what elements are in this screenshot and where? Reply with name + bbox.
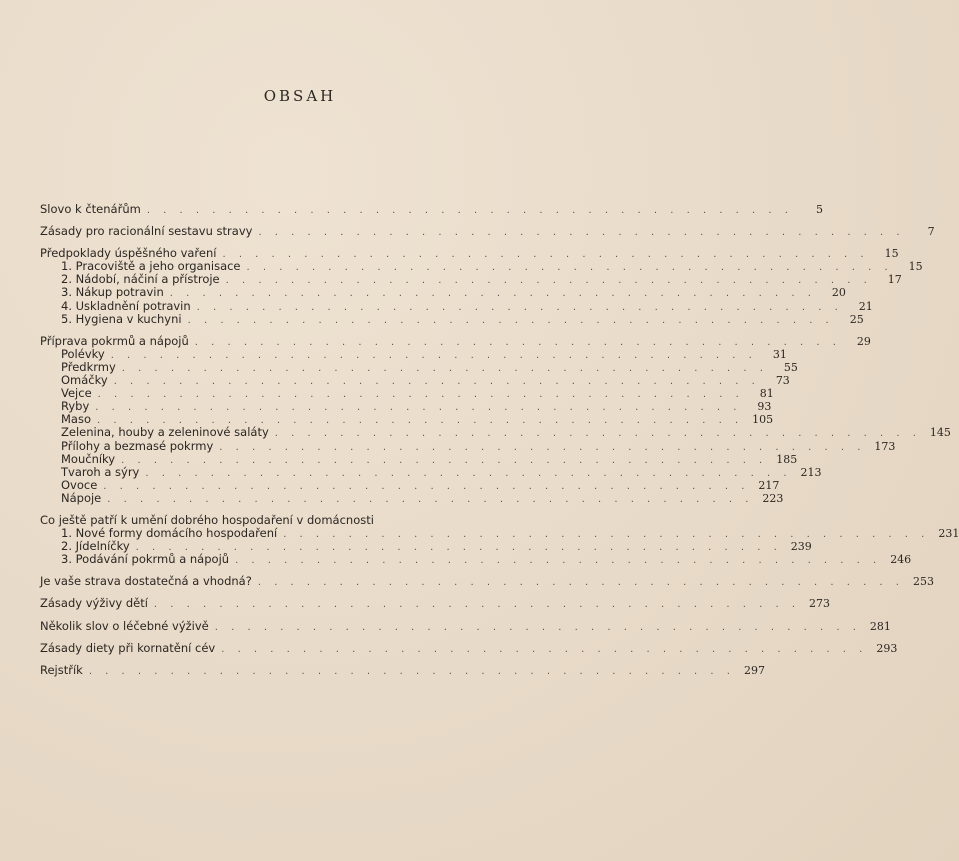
dot-leader: . . . . . . . . . . . . . . . . . . . . . . . . . . . . . . . . . . . . . . . .: [113, 376, 760, 388]
dot-leader: . . . . . . . . . . . . . . . . . . . . . . . . . . . . . . . . . . . . . . . .: [219, 441, 866, 453]
toc-entry-page: 185: [776, 452, 798, 466]
toc-entry-page: 217: [758, 478, 780, 492]
toc-entry: [40, 640, 898, 655]
toc-entry-label: Zásady výživy dětí: [40, 596, 148, 611]
toc-entry-page: 273: [809, 597, 831, 611]
dot-leader: . . . . . . . . . . . . . . . . . . . . . . . . . . . . . . . . . . . . . . . .: [95, 402, 742, 414]
toc-entry-label: Přílohy a bezmasé pokrmy: [61, 438, 214, 453]
toc-entry: [40, 464, 822, 479]
toc-entry-page: 293: [876, 641, 898, 655]
dot-leader: . . . . . . . . . . . . . . . . . . . . . . . . . . . . . . . . . . . . . . . .: [257, 577, 904, 589]
toc-entry-page: 223: [762, 491, 784, 505]
toc-entry-page: 29: [856, 334, 871, 348]
toc-entry-label: 3. Nákup potravin: [61, 285, 164, 300]
toc-entry-label: Několik slov o léčebné výživě: [40, 618, 209, 633]
toc-entry-label: Moučníky: [61, 451, 116, 466]
toc-entry-page: 93: [757, 400, 772, 414]
toc-entry-label: Maso: [61, 412, 91, 427]
toc-entry-page: 81: [759, 387, 774, 401]
toc-entry-label: Zásady pro racionální sestavu stravy: [40, 224, 253, 239]
toc-entry-label: Omáčky: [61, 373, 108, 388]
toc-entry: [40, 425, 951, 440]
toc-entry-label: Tvaroh a sýry: [61, 464, 140, 479]
toc-entry-page: 17: [887, 273, 902, 287]
dot-leader: . . . . . . . . . . . . . . . . . . . . . . . . . . . . . . . . . . . . . . . .: [153, 599, 801, 611]
toc-entry-page: 15: [884, 247, 899, 261]
toc-entry-page: 7: [927, 225, 935, 239]
toc-entry: [40, 477, 780, 492]
toc-entry: [40, 346, 787, 361]
toc-entry-page: 55: [783, 360, 798, 374]
toc-entry-page: 15: [908, 260, 923, 274]
toc-entry: [40, 438, 896, 453]
toc-entry: [40, 490, 784, 505]
dot-leader: . . . . . . . . . . . . . . . . . . . . . . . . . . . . . . . . . . . . . . . .: [121, 362, 768, 374]
toc-entry-page: 239: [790, 540, 812, 554]
toc-entry-label: 2. Jídelníčky: [61, 539, 130, 554]
dot-leader: . . . . . . . . . . . . . . . . . . . . . . . . . . . . . . . . . . . . . . . .: [97, 389, 744, 401]
dot-leader: . . . . . . . . . . . . . . . . . . . . . . . . . . . . . . . . . . . . . . . .: [110, 349, 757, 361]
dot-leader: . . . . . . . . . . . . . . . . . . . . . . . . . . . . . . . . . . . . . . . .: [187, 314, 834, 326]
dot-leader: . . . . . . . . . . . . . . . . . . . . . . . . . . . . . . . . . . . . . . . .: [214, 621, 861, 633]
section-gap: [40, 655, 528, 664]
toc-entry-label: 2. Nádobí, náčiní a přístroje: [61, 272, 220, 287]
toc-entry-page: 73: [775, 374, 790, 388]
toc-entry-page: 105: [752, 413, 774, 427]
toc-entry: [40, 662, 765, 677]
dot-leader: . . . . . . . . . . . . . . . . . . . . . . . . . . . . . . . . . . . . . . . .: [135, 542, 782, 554]
toc-entry-label: Nápoje: [61, 490, 102, 505]
toc-entry: [40, 574, 934, 589]
toc-entry-label: 5. Hygiena v kuchyni: [61, 311, 182, 326]
toc-entry: [40, 451, 798, 466]
toc-entry-label: 1. Pracoviště a jeho organisace: [61, 259, 241, 274]
dot-leader: . . . . . . . . . . . . . . . . . . . . . . . . . . . . . . . . . . . . . . . .: [258, 227, 905, 239]
toc-entry: [40, 386, 774, 401]
toc-entry-label: 1. Nové formy domácího hospodaření: [61, 526, 278, 541]
dot-leader: . . . . . . . . . . . . . . . . . . . . . . . . . . . . . . . . . . . . . . . .: [97, 415, 744, 427]
dot-leader: . . . . . . . . . . . . . . . . . . . . . . . . . . . . . . . . . . . . . . . .: [103, 480, 750, 492]
toc-entry: [40, 224, 935, 239]
page-title: OBSAH: [263, 87, 337, 105]
toc-entry-page: 5: [815, 203, 823, 216]
dot-leader: . . . . . . . . . . . . . . . . . . . . . . . . . . . . . . . . . . . . . . . .: [121, 454, 768, 466]
dot-leader: . . . . . . . . . . . . . . . . . . . . . . . . . . . . . . . . . . . . . . . .: [274, 428, 921, 440]
toc-entry-label: Předpoklady úspěšného vaření: [40, 246, 217, 261]
dot-leader: . . . . . . . . . . . . . . . . . . . . . . . . . . . . . . . . . . . . . . . .: [169, 288, 816, 300]
toc-entry-label: Zásady diety při kornatění cév: [40, 640, 216, 655]
dot-leader: . . . . . . . . . . . . . . . . . . . . . . . . . . . . . . . . . . . . . . . .: [225, 275, 872, 287]
toc-entry-label: Vejce: [61, 386, 92, 401]
toc-entry-page: 145: [929, 426, 951, 440]
dot-leader: . . . . . . . . . . . . . . . . . . . . . . . . . . . . . . . . . . . . . . . .: [222, 249, 869, 261]
toc-entry-label: Ryby: [61, 399, 90, 414]
toc-entry: [40, 333, 871, 348]
toc-entry-page: 31: [772, 347, 787, 361]
toc-entry: [40, 202, 823, 216]
toc-entry: [40, 373, 790, 388]
toc-entry-page: 281: [869, 619, 891, 633]
toc-entry-page: 20: [831, 286, 846, 300]
toc-entry: [40, 596, 831, 611]
dot-leader: . . . . . . . . . . . . . . . . . . . . . . . . . . . . . . . . . . . . . . . .: [194, 336, 841, 348]
dot-leader: . . . . . . . . . . . . . . . . . . . . . . . . . . . . . . . . . . . . . . . .: [88, 665, 735, 677]
toc-entry: [40, 298, 873, 313]
dot-leader: . . . . . . . . . . . . . . . . . . . . . . . . . . . . . . . . . . . . . . . .: [146, 205, 793, 216]
toc-entry-page: 21: [858, 299, 873, 313]
toc-entry-label: Ovoce: [61, 477, 98, 492]
toc-entry-label: Zelenina, houby a zeleninové saláty: [61, 425, 269, 440]
toc-entry-label: Co ještě patří k umění dobrého hospodaření v domácnosti: [40, 512, 374, 527]
toc-entry-label: Předkrmy: [61, 359, 116, 374]
dot-leader: . . . . . . . . . . . . . . . . . . . . . . . . . . . . . . . . . . . . . . . .: [196, 301, 843, 313]
toc-entry: [40, 285, 846, 300]
toc-entry-label: Příprava pokrmů a nápojů: [40, 333, 189, 348]
dot-leader: . . . . . . . . . . . . . . . . . . . . . . . . . . . . . . . . . . . . . . . .: [107, 493, 754, 505]
dot-leader: . . . . . . . . . . . . . . . . . . . . . . . . . . . . . . . . . . . . . . . .: [145, 467, 792, 479]
toc-entry-label: 4. Uskladnění potravin: [61, 298, 191, 313]
toc-entry-label: Slovo k čtenářům: [40, 202, 141, 216]
toc-entry-label: 3. Podávání pokrmů a nápojů: [61, 552, 230, 567]
toc-entry-page: 297: [743, 663, 765, 677]
toc-entry-page: 213: [800, 465, 822, 479]
dot-leader: . . . . . . . . . . . . . . . . . . . . . . . . . . . . . . . . . . . . . . . .: [283, 529, 930, 541]
toc-entry-label: Rejstřík: [40, 662, 83, 677]
dot-leader: . . . . . . . . . . . . . . . . . . . . . . . . . . . . . . . . . . . . . . . .: [221, 643, 868, 655]
toc-entry-page: 173: [874, 439, 896, 453]
toc-entry-page: 25: [849, 312, 864, 326]
toc-entry-page: 231: [938, 527, 959, 541]
toc-entry: [40, 399, 772, 414]
table-of-contents: [40, 202, 959, 677]
toc-entry-page: 253: [912, 575, 934, 589]
dot-leader: . . . . . . . . . . . . . . . . . . . . . . . . . . . . . . . . . . . . . . . .: [235, 555, 882, 567]
dot-leader: . . . . . . . . . . . . . . . . . . . . . . . . . . . . . . . . . . . . . . . .: [246, 262, 893, 274]
toc-entry: [40, 552, 912, 567]
toc-entry-label: Polévky: [61, 346, 105, 361]
toc-entry: [40, 359, 798, 374]
toc-entry: [40, 311, 864, 326]
toc-entry-page: 246: [890, 553, 912, 567]
toc-entry: [40, 618, 891, 633]
toc-entry-label: Je vaše strava dostatečná a vhodná?: [40, 574, 252, 589]
